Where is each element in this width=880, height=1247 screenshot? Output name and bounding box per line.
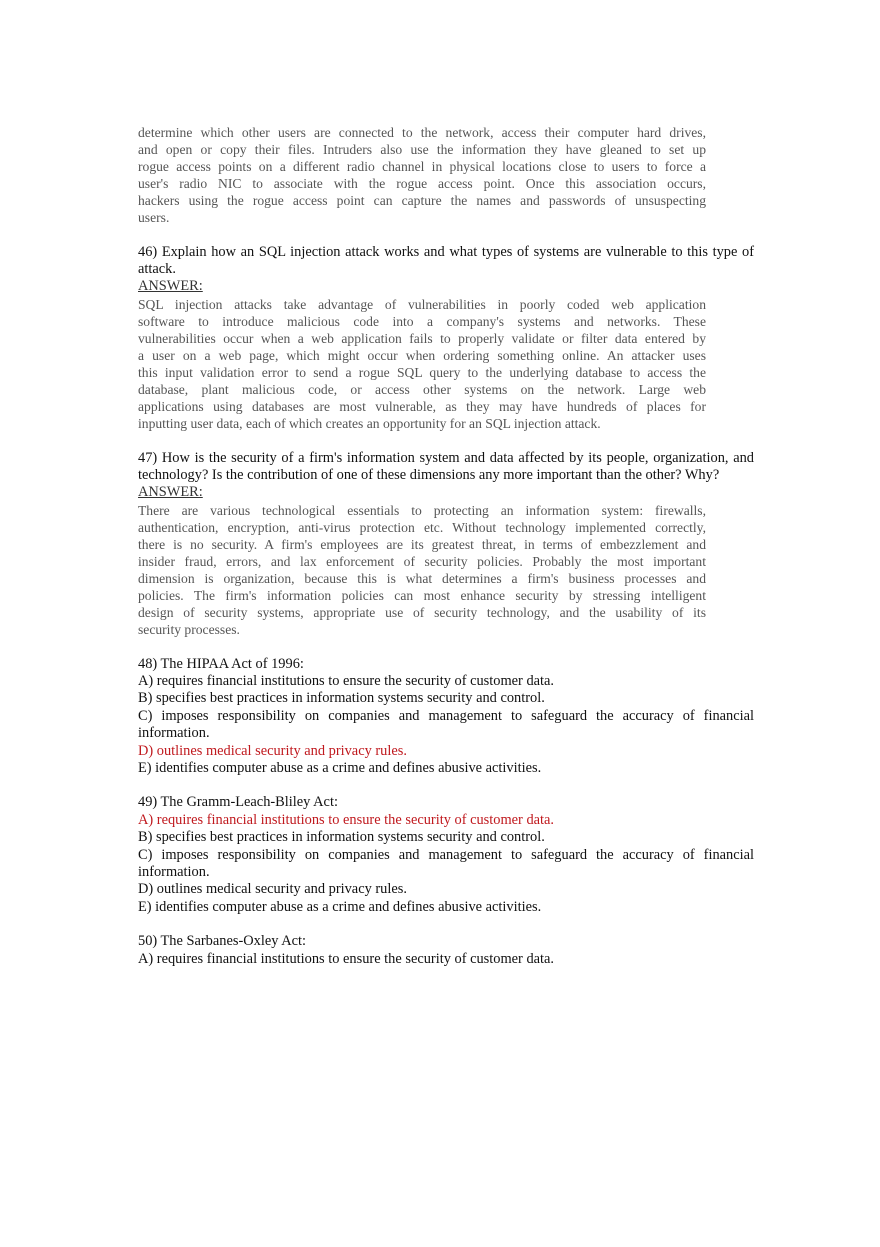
question-47	[138, 450, 754, 485]
question-49	[138, 794, 754, 916]
question-46-line: attack.	[138, 260, 176, 277]
question-46	[138, 244, 754, 279]
question-50	[138, 933, 754, 968]
answer-46-line: a user on a web page, which might occur when ordering something online. An attacker uses	[138, 348, 706, 364]
option-48-d-correct: D) outlines medical security and privacy rules.	[138, 742, 407, 759]
answer-46-line: database, plant malicious code, or access other systems on the network. Large web	[138, 382, 706, 398]
answer-46	[138, 296, 706, 433]
option-49-a-correct: A) requires financial institutions to ensure the security of customer data.	[138, 811, 555, 828]
question-48-stem: 48) The HIPAA Act of 1996:	[138, 655, 304, 672]
answer-47-line: design of security systems, appropriate use of security technology, and the usability of its	[138, 605, 706, 621]
question-50-stem: 50) The Sarbanes-Oxley Act:	[138, 933, 306, 950]
answer-47-line: authentication, encryption, anti-virus protection etc. Without technology implemented correctly,	[138, 519, 706, 535]
answer-47-line: There are various technological essentials to protecting an information system: firewalls,	[138, 502, 706, 518]
option-49-e: E) identifies computer abuse as a crime and defines abusive activities.	[138, 898, 542, 915]
answer-46-line: applications using databases are most vulnerable, as they may have hundreds of places for	[138, 399, 706, 415]
answer-47-line: dimension is organization, because this is what determines a firm's business processes and	[138, 571, 706, 587]
question-46-line: 46) Explain how an SQL injection attack works and what types of systems are vulnerable to this type of	[138, 243, 754, 260]
option-48-b: B) specifies best practices in information systems security and control.	[138, 690, 545, 707]
intro-line: and open or copy their files. Intruders also use the information they have gleaned to set up	[138, 142, 706, 158]
intro-line: users.	[138, 210, 170, 226]
answer-46-line: SQL injection attacks take advantage of vulnerabilities in poorly coded web application	[138, 296, 706, 312]
answer-46-line: software to introduce malicious code into a company's systems and networks. These	[138, 313, 706, 329]
answer-47-line: there is no security. A firm's employees are its greatest threat, in terms of embezzlement and	[138, 536, 706, 552]
answer-label-47: ANSWER:	[138, 484, 203, 501]
intro-line: hackers using the rogue access point can capture the names and passwords of unsuspecting	[138, 193, 706, 209]
option-49-c: C) imposes responsibility on companies and management to safeguard the accuracy of financial	[138, 846, 754, 863]
option-48-c-cont: information.	[138, 725, 210, 742]
question-49-stem: 49) The Gramm-Leach-Bliley Act:	[138, 794, 338, 811]
answer-46-line: this input validation error to send a rogue SQL query to the underlying database to access the	[138, 365, 706, 381]
intro-line: rogue access points on a different radio channel in physical locations close to users to force a	[138, 159, 706, 175]
option-49-c-cont: information.	[138, 863, 210, 880]
answer-47-line: policies. The firm's information policies can most enhance security by stressing intelligent	[138, 588, 706, 604]
option-49-b: B) specifies best practices in information systems security and control.	[138, 829, 545, 846]
answer-47-line: insider fraud, errors, and lax enforcement of security policies. Probably the most important	[138, 554, 706, 570]
document-page	[138, 124, 754, 968]
answer-47-line: security processes.	[138, 622, 240, 638]
intro-line: determine which other users are connected to the network, access their computer hard drives,	[138, 125, 706, 140]
question-47-line: 47) How is the security of a firm's information system and data affected by its people, organization, and	[138, 449, 754, 466]
answer-label-46: ANSWER:	[138, 278, 203, 295]
option-48-a: A) requires financial institutions to ensure the security of customer data.	[138, 672, 555, 689]
option-48-c: C) imposes responsibility on companies and management to safeguard the accuracy of financial	[138, 707, 754, 724]
intro-paragraph	[138, 124, 706, 227]
question-48	[138, 656, 754, 778]
option-49-d: D) outlines medical security and privacy rules.	[138, 881, 407, 898]
option-48-e: E) identifies computer abuse as a crime and defines abusive activities.	[138, 759, 542, 776]
option-50-a: A) requires financial institutions to ensure the security of customer data.	[138, 950, 555, 967]
question-47-line: technology? Is the contribution of one of these dimensions any more important than the other? Why?	[138, 466, 720, 483]
answer-46-line: vulnerabilities occur when a web application fails to properly validate or filter data entered by	[138, 330, 706, 346]
answer-47	[138, 502, 706, 639]
intro-line: user's radio NIC to associate with the rogue access point. Once this association occurs,	[138, 176, 706, 192]
answer-46-line: inputting user data, each of which creates an opportunity for an SQL injection attack.	[138, 416, 601, 432]
